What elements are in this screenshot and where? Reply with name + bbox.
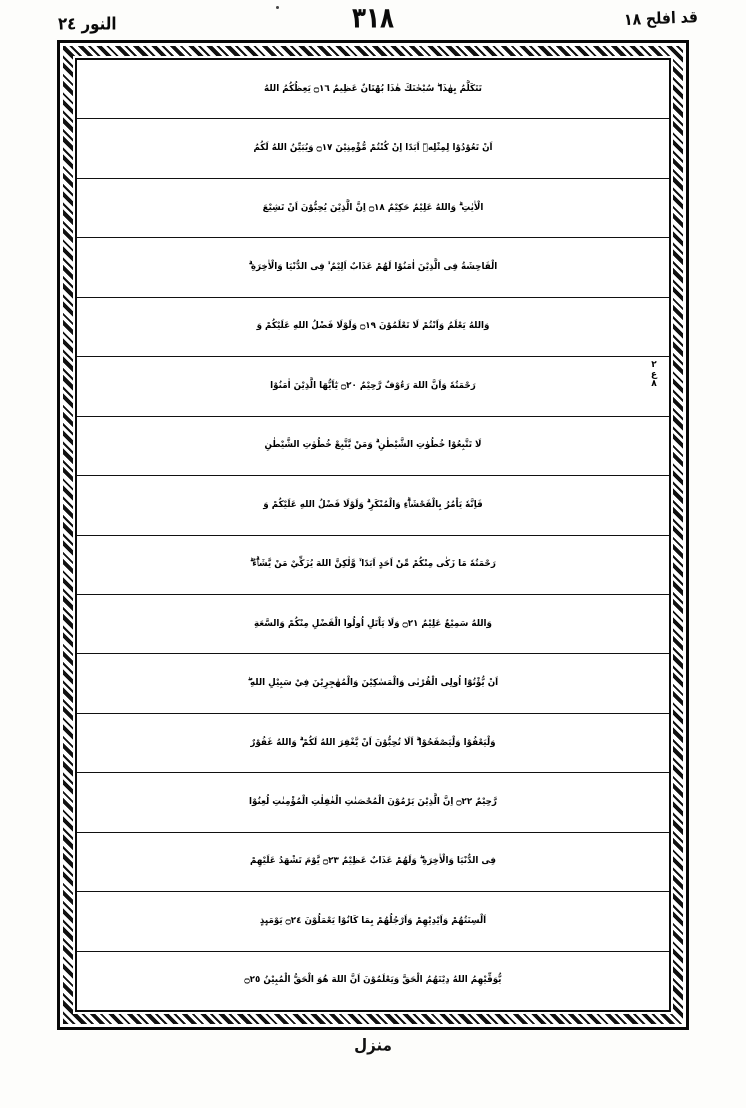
quran-line [77,417,669,476]
quran-line [77,476,669,535]
surah-name-header: النور ٢٤ [58,13,117,35]
quran-line-text: فَاِنَّهٗ يَاْمُرُ بِالْفَحْشَاۗءِ وَالْمُنْكَرِ ۗ وَلَوْلَا فَضْلُ اللهِ عَلَيْكُمْ وَ [263,499,483,510]
quran-line [77,952,669,1010]
quran-line-text: رَحْمَتُهٗ مَا زَكٰى مِنْكُمْ مِّنْ اَحَدٍ اَبَدًا ۙ وَّلٰكِنَّ اللهَ يُزَكِّيْ مَنْ يَّشَاۗءُ ۗ [250,559,496,570]
ruku-top-number: ٢ [651,360,657,371]
quran-line-text: اَنْ تَعُوْدُوْا لِمِثْلِهٖٓ اَبَدًا اِنْ كُنْتُمْ مُّؤْمِنِيْنَ ۝١٧ وَيُبَيِّنُ اللهُ لَكُمُ [253,143,493,154]
quran-line [77,595,669,654]
quran-line-text: وَلْيَعْفُوْا وَلْيَصْفَحُوْا ۗ اَلَا تُحِبُّوْنَ اَنْ يَّغْفِرَ اللهُ لَكُمْ ۗ وَاللهُ غَفُوْرٌ [250,737,496,748]
quran-line-text: الْفَاحِشَةُ فِى الَّذِيْنَ اٰمَنُوْا لَهُمْ عَذَابٌ اَلِيْمٌ ۙ فِى الدُّنْيَا وَالْاٰخِرَةِ ۗ [248,262,498,273]
quran-line [77,654,669,713]
page-border-frame [57,40,689,1030]
quran-line-text: اَنْ يُّؤْتُوْٓا اُولِى الْقُرْبٰى وَالْمَسٰكِيْنَ وَالْمُهٰجِرِيْنَ فِيْ سَبِيْلِ اللهِ ۖ [247,678,499,689]
ruku-letter: ع [650,369,658,380]
quran-line-text: يُّوَفِّيْهِمُ اللهُ دِيْنَهُمُ الْحَقَّ وَيَعْلَمُوْنَ اَنَّ اللهَ هُوَ الْحَقُّ الْمُبِيْنُ ۝٢٥ [244,975,502,986]
quran-line [77,179,669,238]
manzil-marker: منزل [354,1035,392,1055]
quran-line-text: وَاللهُ سَمِيْعٌ عَلِيْمٌ ۝٢١ وَلَا يَاْتَلِ اُولُوا الْفَضْلِ مِنْكُمْ وَالسَّعَةِ [254,618,492,629]
quran-line-text: رَحْمَتُهٗ وَاَنَّ اللهَ رَءُوْفٌ رَّحِيْمٌ ۝٢٠ يٰٓاَيُّهَا الَّذِيْنَ اٰمَنُوْا [270,380,476,391]
quran-line-text: لَا تَتَّبِعُوْا خُطُوٰتِ الشَّيْطٰنِ ۗ وَمَنْ يَّتَّبِعْ خُطُوٰتِ الشَّيْطٰنِ [264,440,482,451]
quran-line-text: تَتَكَلَّمُ بِهٰذَا ۖ سُبْحٰنَكَ هٰذَا بُهْتَانٌ عَظِيمٌ ۝١٦ يَعِظُكُمُ اللهُ [264,83,482,94]
juz-name-header: قد افلح ١٨ [623,8,699,30]
quran-line [77,357,669,416]
quran-line-text: وَاللهُ يَعْلَمُ وَاَنْتُمْ لَا تَعْلَمُوْنَ ۝١٩ وَلَوْلَا فَضْلُ اللهِ عَلَيْكُمْ وَ [256,321,490,332]
quran-line [77,238,669,297]
quran-line [77,536,669,595]
text-block [75,58,671,1012]
quran-line [77,714,669,773]
quran-line [77,833,669,892]
page-header [30,2,716,42]
page-number: ٣١٨ [351,2,395,36]
quran-line [77,298,669,357]
ruku-bottom-number: ٨ [651,379,657,390]
quran-lines [77,60,669,1010]
quran-line-text: فِى الدُّنْيَا وَالْاٰخِرَةِ ۖ وَلَهُمْ عَذَابٌ عَظِيْمٌ ۝٢٣ يَّوْمَ تَشْهَدُ عَلَيْهِمْ [250,856,496,867]
quran-line [77,60,669,119]
quran-line [77,773,669,832]
quran-line [77,892,669,951]
quran-line-text: الْاٰيٰتِ ۗ وَاللهُ عَلِيْمٌ حَكِيْمٌ ۝١٨ اِنَّ الَّذِيْنَ يُحِبُّوْنَ اَنْ تَشِيْعَ [262,202,484,213]
quran-line-text: رَّحِيْمٌ ۝٢٢ اِنَّ الَّذِيْنَ يَرْمُوْنَ الْمُحْصَنٰتِ الْغٰفِلٰتِ الْمُؤْمِنٰتِ لُعِنُوْا [249,796,497,807]
ornamental-border [63,46,683,1024]
ruku-marker [641,361,667,389]
quran-line-text: اَلْسِنَتُهُمْ وَاَيْدِيْهِمْ وَاَرْجُلُهُمْ بِمَا كَانُوْا يَعْمَلُوْنَ ۝٢٤ يَوْمَىِٕذٍ [259,915,487,926]
quran-line [77,119,669,178]
